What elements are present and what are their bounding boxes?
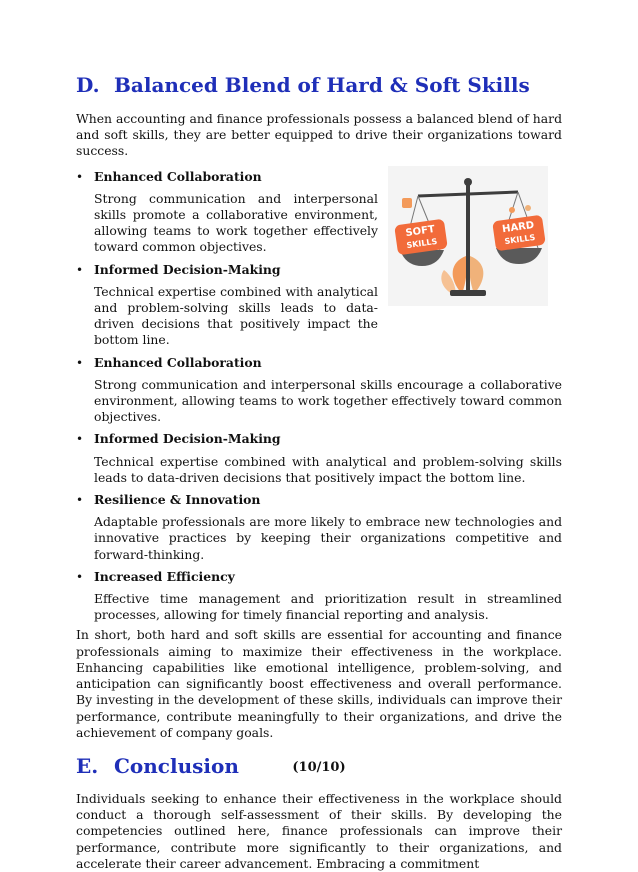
list-item-heading: Increased Efficiency xyxy=(94,568,235,584)
bullet-icon: • xyxy=(76,432,84,447)
list-item-heading: Enhanced Collaboration xyxy=(94,168,262,184)
svg-text:HARD: HARD xyxy=(501,219,535,235)
svg-text:SOFT: SOFT xyxy=(404,223,436,239)
full-bullet-list xyxy=(76,355,562,624)
bullet-icon: • xyxy=(76,493,84,508)
section-d-intro: When accounting and finance professionals possess a balanced blend of hard and soft skills, they are better equipped to drive their organizations toward success. xyxy=(76,111,563,159)
svg-text:SKILLS: SKILLS xyxy=(503,232,536,246)
list-item xyxy=(76,492,562,563)
section-d-number: D. xyxy=(76,73,100,97)
summary-paragraph: In short, both hard and soft skills are essential for accounting and finance professionals aiming to maximize their effectiveness in the workplace. Enhancing capabilities like emotional intelligence, problem-solving, and anticipation can significantly boost effectiveness and overall performance. By investing in the development of these skills, individuals can improve their performance, contribute meaningfully to their organizations, and drive the achievement of company goals. xyxy=(76,627,562,740)
list-item-text: Strong communication and interpersonal skills promote a collaborative environment, allowing teams to work together effectively toward common objectives. xyxy=(94,190,378,255)
svg-text:SKILLS: SKILLS xyxy=(405,236,438,250)
list-item xyxy=(76,431,562,486)
list-item xyxy=(76,169,378,256)
list-item-heading: Informed Decision-Making xyxy=(94,431,281,447)
section-d-heading xyxy=(76,72,562,98)
document-page xyxy=(76,72,562,872)
list-item-text: Technical expertise combined with analytical and problem-solving skills leads to data-driven decisions that positively impact the bottom line. xyxy=(94,453,562,485)
section-e-title: Conclusion xyxy=(114,753,239,778)
list-item-text: Technical expertise combined with analytical and problem-solving skills leads to data-driven decisions that positively impact the bottom line. xyxy=(94,283,378,348)
section-e-number: E. xyxy=(76,753,99,778)
bullet-icon: • xyxy=(76,262,84,277)
section-d-title: Balanced Blend of Hard & Soft Skills xyxy=(114,73,530,97)
bullet-icon: • xyxy=(76,169,84,184)
list-item-text: Effective time management and prioritization result in streamlined processes, allowing for timely financial reporting and analysis. xyxy=(94,591,562,623)
side-list-column xyxy=(76,169,378,349)
conclusion-paragraph: Individuals seeking to enhance their effectiveness in the workplace should conduct a thorough self-assessment of their skills. By developing the competencies outlined here, finance professionals can improve their performance, contribute more significantly to their organizations, and accelerate their career advancement. Embracing a commitment xyxy=(76,790,562,871)
bullets-with-figure xyxy=(76,169,562,349)
list-item-text: Adaptable professionals are more likely to embrace new technologies and innovative practices by keeping their organizations competitive and forward-thinking. xyxy=(94,514,562,562)
page-number: (10/10) xyxy=(292,760,346,775)
list-item-heading: Enhanced Collaboration xyxy=(94,354,262,370)
balance-scale-icon xyxy=(388,166,548,306)
side-bullet-list xyxy=(76,169,378,349)
list-item-text: Strong communication and interpersonal skills encourage a collaborative environment, allowing teams to work together effectively toward common objectives. xyxy=(94,376,562,425)
list-item-heading: Resilience & Innovation xyxy=(94,492,261,508)
list-item xyxy=(76,355,562,426)
soft-hard-skills-scale-illustration xyxy=(388,166,548,306)
list-item xyxy=(76,569,562,624)
bullet-icon: • xyxy=(76,355,84,370)
bullet-icon: • xyxy=(76,569,84,584)
list-item xyxy=(76,262,378,349)
list-item-heading: Informed Decision-Making xyxy=(94,261,281,277)
